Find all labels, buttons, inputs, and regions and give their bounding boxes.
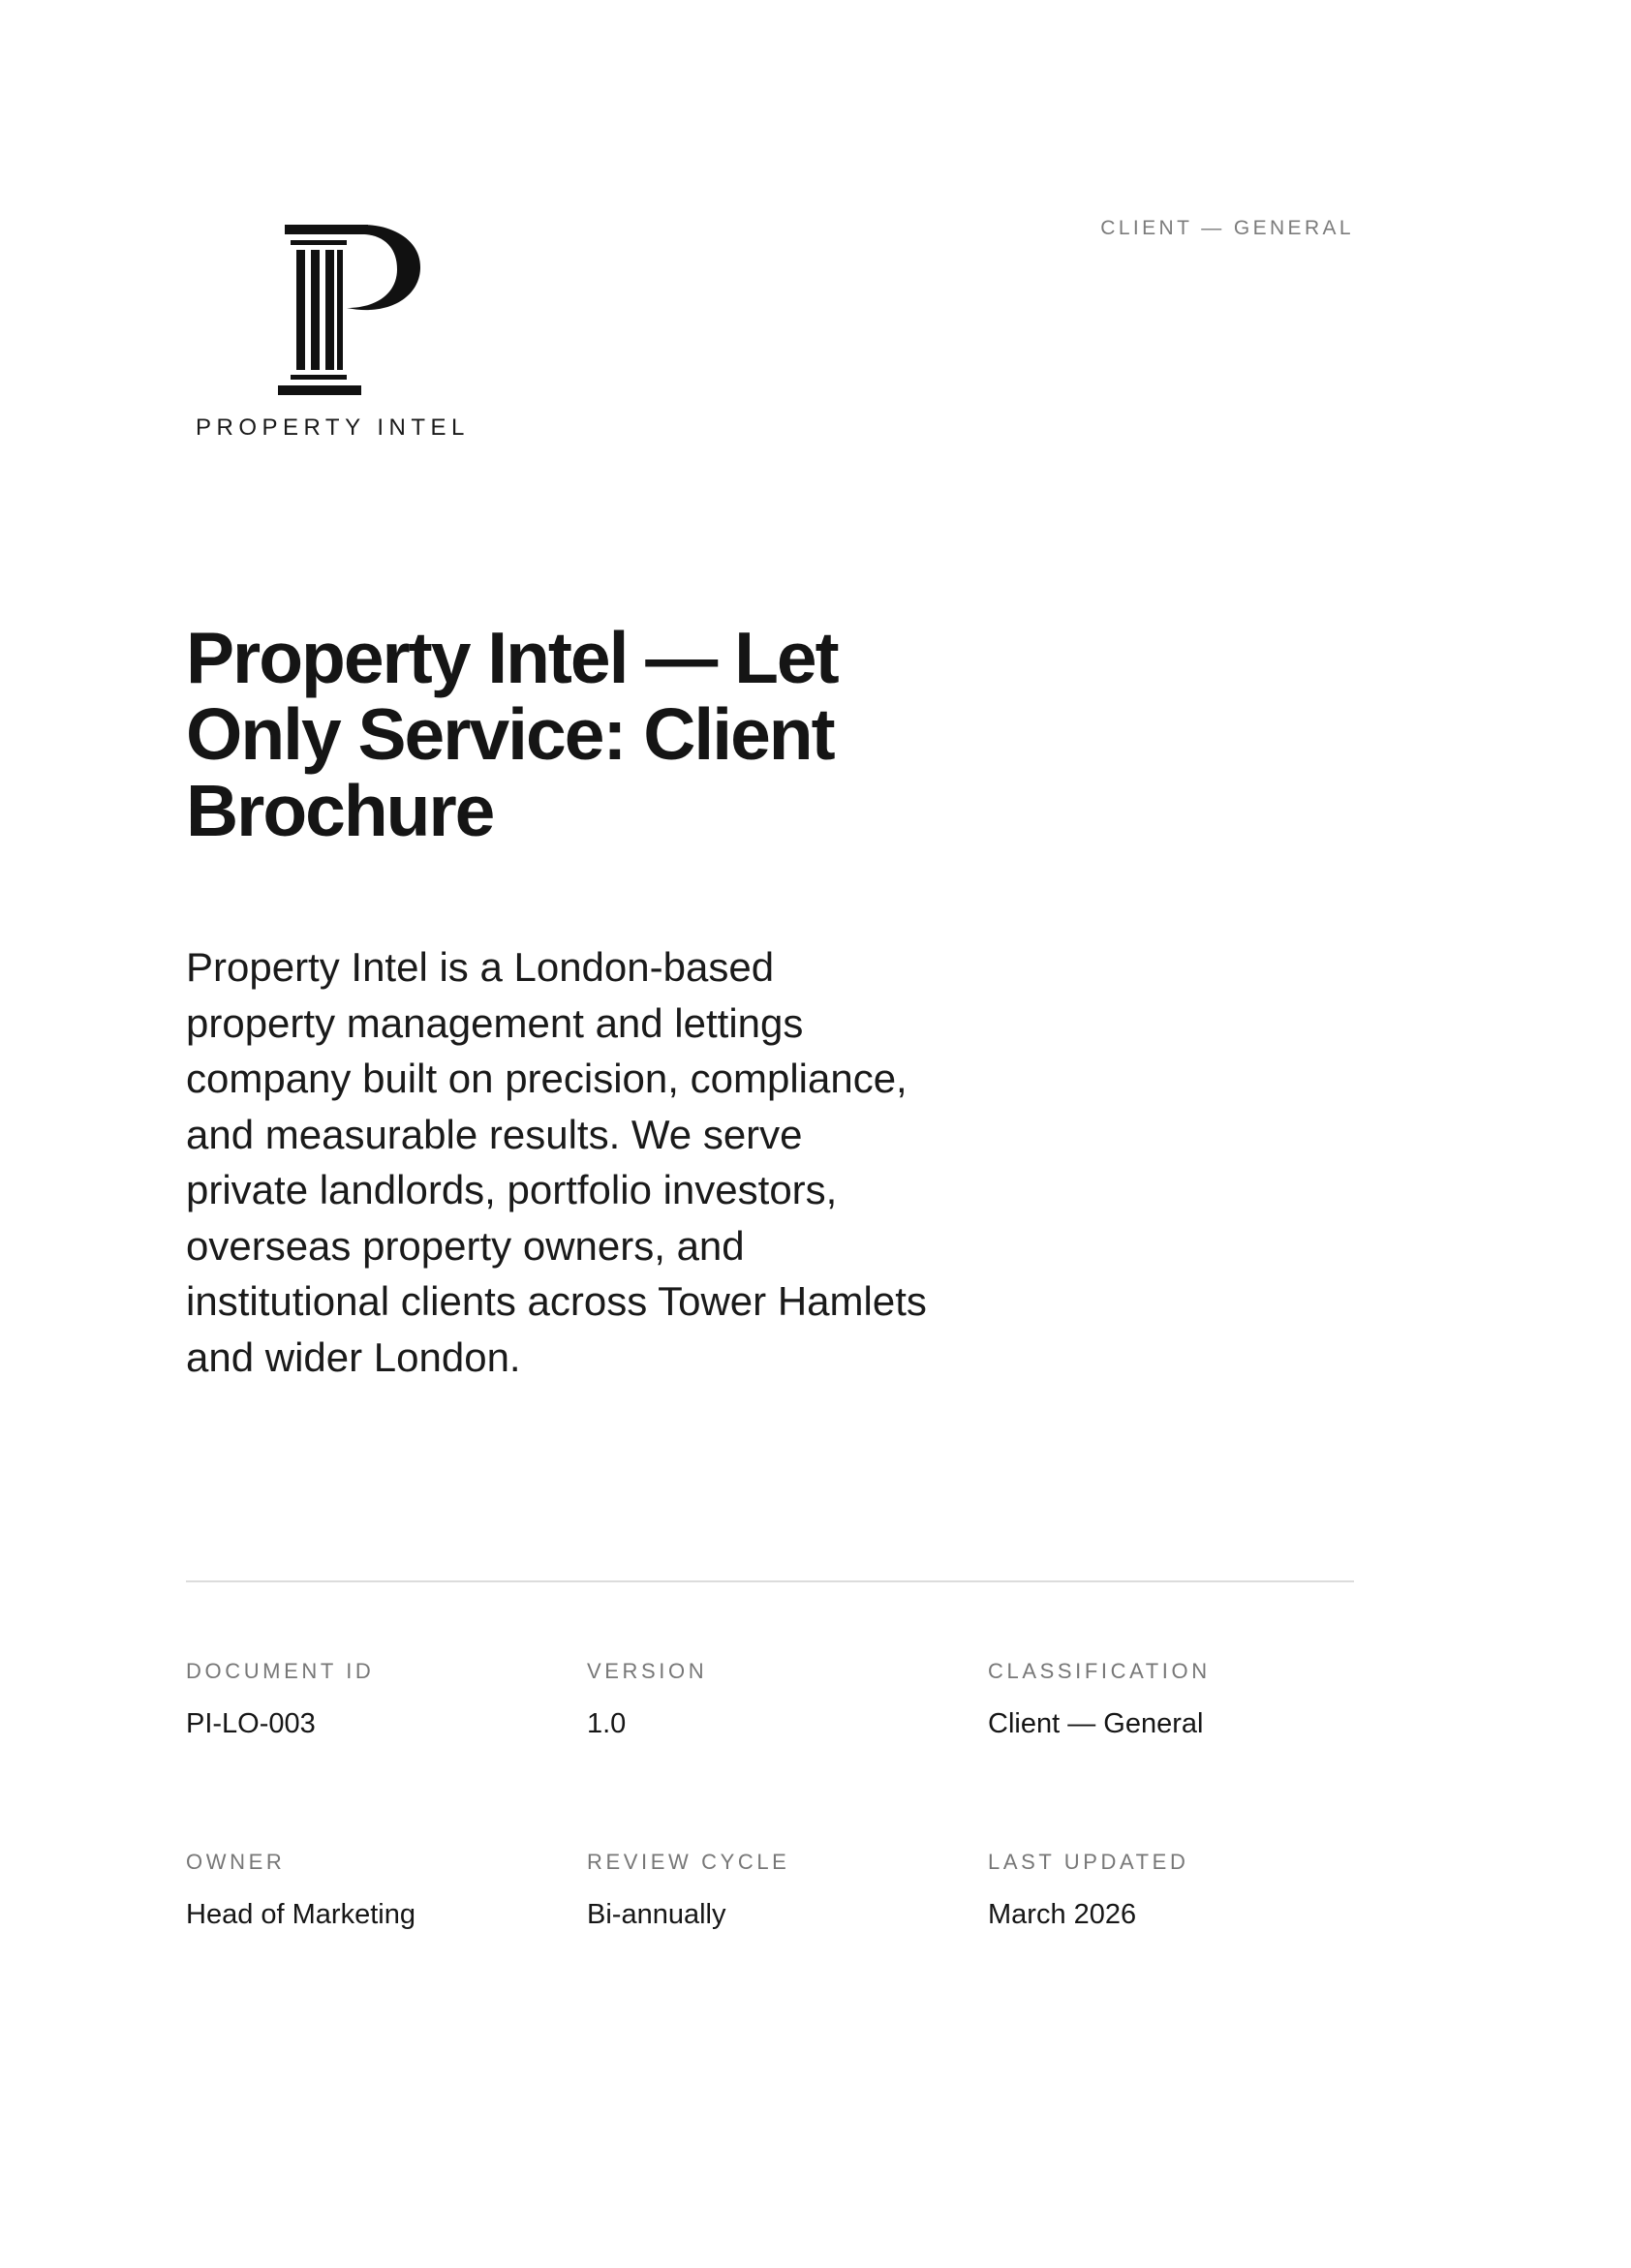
document-metadata xyxy=(186,1658,1387,2039)
meta-version xyxy=(587,1658,988,1849)
meta-label: VERSION xyxy=(587,1659,708,1683)
meta-value: Bi-annually xyxy=(587,1899,726,1930)
meta-owner xyxy=(186,1849,587,2039)
classification-tag: CLIENT — GENERAL xyxy=(1100,217,1354,239)
meta-label: CLASSIFICATION xyxy=(988,1659,1211,1683)
meta-label: REVIEW CYCLE xyxy=(587,1850,790,1874)
section-divider xyxy=(186,1580,1354,1582)
intro-paragraph: Property Intel is a London-based property management and lettings company built on precision, compliance, and measurable results. We serve private landlords, portfolio investors, overseas property owners, and institutional clients across Tower Hamlets and wider London. xyxy=(186,944,927,1380)
meta-label: DOCUMENT ID xyxy=(186,1659,375,1683)
meta-value: March 2026 xyxy=(988,1899,1137,1930)
meta-label: OWNER xyxy=(186,1850,286,1874)
page-title: Property Intel — Let Only Service: Client Brochure xyxy=(186,617,838,851)
meta-label: LAST UPDATED xyxy=(988,1850,1189,1874)
meta-review-cycle xyxy=(587,1849,988,2039)
meta-value: Head of Marketing xyxy=(186,1899,415,1930)
meta-value: PI-LO-003 xyxy=(186,1708,316,1739)
column-p-logo-icon xyxy=(275,225,424,395)
meta-value: Client — General xyxy=(988,1708,1204,1739)
meta-document-id xyxy=(186,1658,587,1849)
logo-wordmark: PROPERTY INTEL xyxy=(196,414,470,441)
meta-classification xyxy=(988,1658,1387,1849)
brand-logo xyxy=(196,225,470,447)
meta-last-updated xyxy=(988,1849,1387,2039)
meta-value: 1.0 xyxy=(587,1708,627,1739)
